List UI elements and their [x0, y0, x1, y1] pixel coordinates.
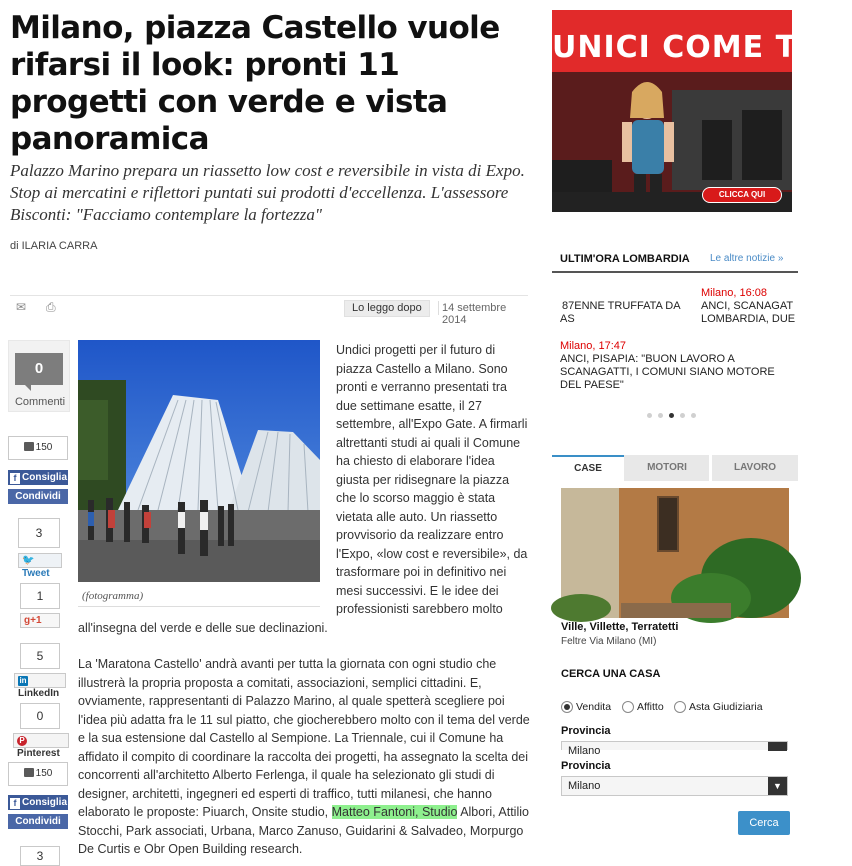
- search-house-title: CERCA UNA CASA: [561, 668, 661, 680]
- toolbar-divider: [438, 301, 439, 315]
- tab-lavoro[interactable]: LAVORO: [733, 462, 777, 473]
- radio-vendita[interactable]: Vendita: [561, 701, 611, 713]
- linkedin-count: 5: [20, 643, 60, 669]
- news-ticker: [552, 284, 798, 418]
- radio-affitto[interactable]: Affitto: [622, 701, 664, 713]
- provincia-select[interactable]: Milano ▼: [561, 776, 788, 796]
- comments-label[interactable]: Commenti: [14, 396, 66, 408]
- news-item[interactable]: Milano, 16:08 ANCI, SCANAGAT LOMBARDIA, DUE: [701, 287, 798, 326]
- gplus-count: 1: [20, 583, 60, 609]
- thumbs-up-icon: [24, 768, 34, 777]
- house-listing-title[interactable]: Ville, Villette, Terratetti: [561, 621, 679, 633]
- article-paragraph-1-end: all'insegna del verde e delle sue declinazioni.: [78, 621, 328, 635]
- facebook-like-button-2[interactable]: f Consiglia: [8, 795, 68, 810]
- tab-case[interactable]: CASE: [552, 455, 624, 481]
- publish-date: 14 settembre 2014: [442, 302, 507, 326]
- article-paragraph-2: La 'Maratona Castello' andrà avanti per tutta la giornata con ogni studio che illustrerà la propria proposta a comitati, associazioni, semplici cittadini. E, ovviamente, rappresentanti di Palazzo Marino, al quale spetterà scegliere poi l'idea più adatta fra le 11 sul piatto, che giocherebbero molto con il tema del verde e la sua estensione dal Castello al Sempione. La Triennale, cui il Comune ha affidato il compito di coordinare la raccolta dei progetti, ha assegnato la scelta dei concorrenti all'architetto Alberto Ferlenga, il quale ha selezionato gli studi di designer, architetti, ingegneri ed esperti di traffico, tutti milanesi, che hanno elaborato le proposte: Piuarch, Onsite studio, Matteo Fantoni, Studio Albori, Attilio Stocchi, Park associati, Urbana, Marco Zanuso, Guidarini & Salvadeo, Morpurgo De Curtis e Obr Open Building research.: [78, 657, 530, 856]
- radio-unchecked-icon: [622, 701, 634, 713]
- news-pagination: [647, 405, 702, 423]
- caption-divider: [78, 606, 320, 607]
- provincia-label: Provincia: [561, 725, 611, 737]
- news-ticker-title: ULTIM'ORA LOMBARDIA: [560, 253, 690, 265]
- article-byline: di ILARIA CARRA: [10, 240, 98, 252]
- news-item[interactable]: 87ENNE TRUFFATA DA: [562, 300, 681, 312]
- article-headline: Milano, piazza Castello vuole rifarsi il look: pronti 11 progetti con verde e vista panoramica: [10, 10, 500, 157]
- article-toolbar: [10, 295, 528, 326]
- article-photo[interactable]: [78, 340, 320, 582]
- linkedin-icon: in: [19, 676, 27, 685]
- pinterest-count: 0: [20, 703, 60, 729]
- search-button[interactable]: Cerca: [738, 811, 790, 835]
- expo-gate-photo: [78, 340, 320, 582]
- pagination-dot[interactable]: [691, 413, 696, 418]
- house-listing-location: Feltre Via Milano (MI): [561, 636, 657, 647]
- news-more-link[interactable]: Le altre notizie »: [710, 253, 784, 264]
- classifieds-tabs: [552, 455, 798, 481]
- pagination-dot[interactable]: [647, 413, 652, 418]
- comments-count[interactable]: 0: [15, 353, 63, 385]
- facebook-like-count: 150: [8, 436, 68, 460]
- facebook-like-count-2: 150: [8, 762, 68, 786]
- advertisement-banner[interactable]: [552, 10, 819, 212]
- radio-asta-giudiziaria[interactable]: Asta Giudiziaria: [674, 701, 763, 713]
- tweet-button[interactable]: 🐦Tweet: [18, 553, 62, 568]
- facebook-icon: f: [10, 473, 20, 484]
- chevron-down-icon: ▼: [768, 777, 787, 795]
- pagination-dot[interactable]: [680, 413, 685, 418]
- news-time: Milano, 17:47: [560, 340, 627, 352]
- facebook-share-button-2[interactable]: Condividi: [8, 814, 68, 829]
- linkedin-button[interactable]: inLinkedIn: [14, 673, 66, 688]
- radio-checked-icon: [561, 701, 573, 713]
- comments-box[interactable]: [8, 340, 70, 412]
- news-ticker-header: [552, 245, 798, 273]
- radio-unchecked-icon: [674, 701, 686, 713]
- house-photo[interactable]: [561, 488, 789, 618]
- pinterest-icon: P: [17, 736, 27, 746]
- facebook-share-button[interactable]: Condividi: [8, 489, 68, 504]
- facebook-icon: f: [10, 798, 20, 809]
- tweet-count: 3: [18, 518, 60, 548]
- facebook-like-button[interactable]: f Consiglia: [8, 470, 68, 485]
- provincia-label-2: Provincia: [561, 760, 611, 772]
- thumbs-up-icon: [24, 442, 34, 451]
- highlighted-text: Matteo Fantoni, Studio: [331, 805, 458, 819]
- news-time: Milano, 16:08: [701, 287, 768, 299]
- house-image: [561, 488, 789, 618]
- pagination-dot[interactable]: [658, 413, 663, 418]
- pagination-dot-active[interactable]: [669, 413, 674, 418]
- print-icon[interactable]: ⎙: [46, 300, 56, 314]
- tab-motori[interactable]: MOTORI: [647, 462, 687, 473]
- gplus-button[interactable]: g+1: [20, 613, 60, 628]
- article-paragraph-1: Undici progetti per il futuro di piazza Castello a Milano. Sono pronti e verranno presentati tra due settimane esatte, il 27 settembre, all'Expo Gate. A firmarli altrettanti studi ai quali il Comune ha chiesto di elaborare l'idea giusta per ridisegnare la piazza che lo scorso maggio è stata vietata alle auto. Un riassetto provvisorio da realizzare entro l'Expo, «low cost e reversibile», da trasformare poi in definitivo nei mesi successivi. E le idee dei professionisti sarebbero molto: [336, 343, 528, 616]
- photo-caption: (fotogramma): [82, 590, 144, 602]
- twitter-icon: 🐦: [22, 555, 35, 566]
- news-item[interactable]: AS: [560, 313, 575, 325]
- news-item[interactable]: Milano, 17:47 ANCI, PISAPIA: "BUON LAVORO A SCANAGATTI, I COMUNI SIANO MOTORE DEL PAESE": [560, 340, 786, 392]
- pinterest-button[interactable]: PPinterest: [13, 733, 69, 748]
- social-share-column: [8, 340, 70, 863]
- provincia-select-partial[interactable]: Milano: [561, 741, 788, 750]
- ad-click-button[interactable]: CLICCA QUI: [702, 187, 782, 203]
- chevron-down-icon: [768, 742, 787, 751]
- read-later-button[interactable]: Lo leggo dopo: [344, 300, 430, 317]
- email-icon[interactable]: ✉: [16, 300, 27, 314]
- ad-headline: UNICI COME TE: [552, 30, 819, 65]
- extra-share-count: 3: [20, 846, 60, 866]
- article-summary: Palazzo Marino prepara un riassetto low cost e reversibile in vista di Expo. Stop ai mercatini e riflettori puntati sui prodotti d'eccellenza. L'assessore Bisconti: "Facciamo contemplare la fortezza": [10, 161, 525, 224]
